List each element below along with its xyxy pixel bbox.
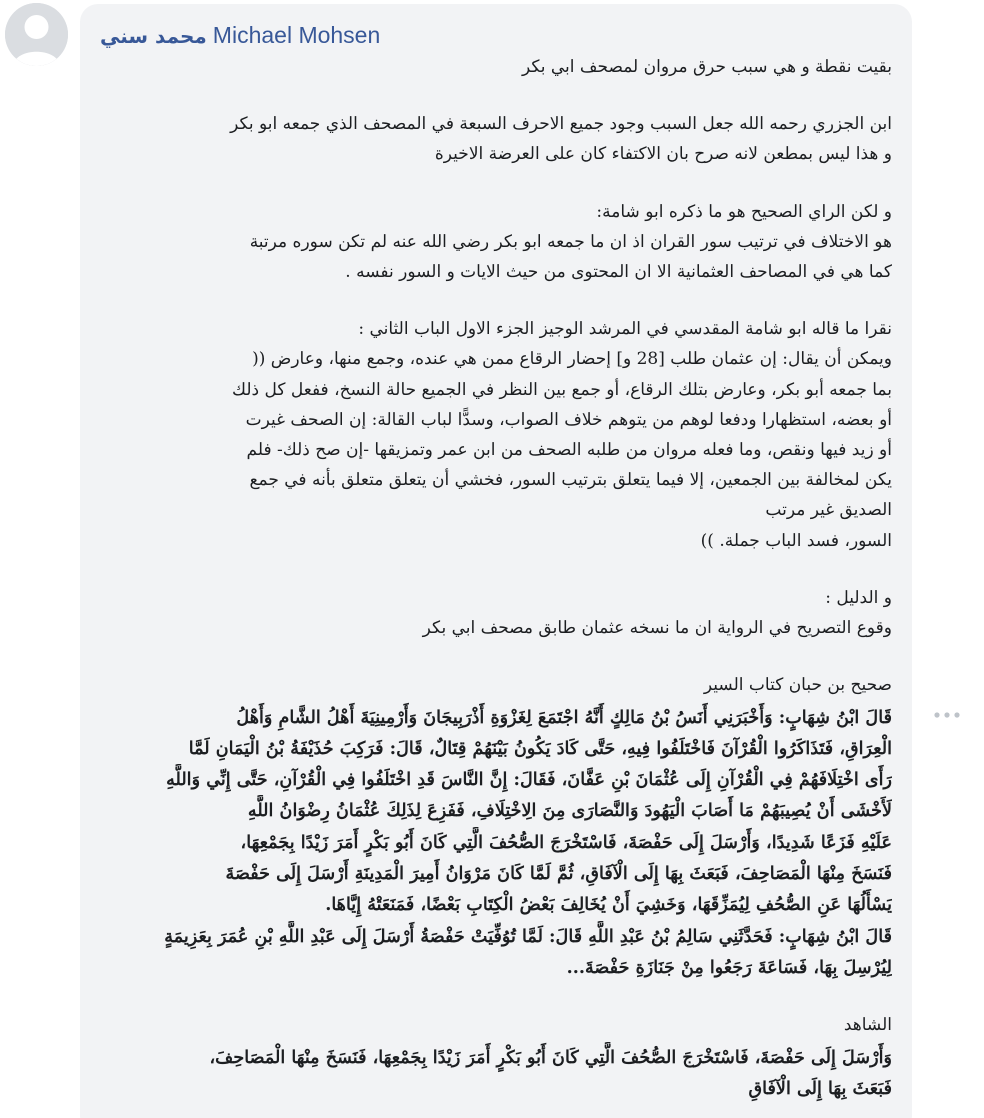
quoted-hadith <box>100 1010 892 1104</box>
text-line: وقوع التصريح في الرواية ان ما نسخه عثمان طابق مصحف ابي بكر <box>422 618 892 639</box>
text-line: يكن لمخالفة بين الجمعين، إلا فيما يتعلق بترتيب السور، فخشي أن يتعلق متعلق بأنه في جمع <box>249 470 892 491</box>
text-line: بقيت نقطة و هي سبب حرق مروان لمصحف ابي بكر <box>521 57 892 77</box>
text-line: رَأَى اخْتِلَافَهُمْ فِي الْقُرْآنِ إِلَى عُثْمَانَ بْنِ عَفَّانَ، فَقَالَ: إِنَّ النَّاسَ قَدِ اخْتَلَفُوا فِي الْقُرْآنِ، حَتَّى إِنِّي وَاللَّهِ <box>166 769 892 791</box>
more-options-icon[interactable] <box>932 705 962 725</box>
text-line: و الدليل : <box>825 587 892 608</box>
text-line: يَسْأَلُهَا عَنِ الصُّحُفِ لِيُمَزِّقَهَا، وَخَشِيَ أَنْ يُخَالِفَ بَعْضُ الْكِتَابِ بَعْضًا، فَمَنَعَتْهُ إِيَّاهَا. <box>325 894 892 916</box>
text-line: بما جمعه أبو بكر، وعارض بتلك الرقاع، أو جمع بين النظر في الجميع حالة النسخ، ففعل كل ذلك <box>232 379 892 400</box>
text-line: و هذا ليس بمطعن لانه صرح بان الاكتفاء كان على العرضة الاخيرة <box>434 144 892 165</box>
text-line: أو زيد فيها ونقص، وما فعله مروان من طلبه الصحف من ابن عمر وتمزيقها -إن صح ذلك- فلم <box>246 440 892 461</box>
author-name-english[interactable]: Michael Mohsen <box>212 22 381 48</box>
text-line: فَنَسَخَ مِنْهَا الْمَصَاحِفَ، فَبَعَثَ بِهَا إِلَى الْآفَاقِ، ثُمَّ لَمَّا كَانَ مَرْوَانُ أَمِيرَ الْمَدِينَةِ أَرْسَلَ إِلَى حَفْصَةَ <box>225 863 892 885</box>
comment-bubble <box>80 4 912 1118</box>
comment-paragraph <box>100 314 892 556</box>
text-line: عَلَيْهِ فَزَعًا شَدِيدًا، وَأَرْسَلَ إِلَى حَفْصَةَ، فَاسْتَخْرَجَ الصُّحُفَ الَّتِي كَانَ أَبُو بَكْرٍ أَمَرَ زَيْدًا بِجَمْعِهَا، <box>240 831 892 853</box>
text-line: الْعِرَاقِ، فَتَذَاكَرُوا الْقُرْآنَ فَاخْتَلَفُوا فِيهِ، حَتَّى كَادَ يَكُونُ بَيْنَهُمْ قِتَالٌ، قَالَ: فَرَكِبَ حُذَيْفَةُ بْنُ الْيَمَانِ لَمَّا <box>188 737 892 759</box>
text-line: و لكن الراي الصحيح هو ما ذكره ابو شامة: <box>596 201 892 222</box>
text-line: السور، فسد الباب جملة. )) <box>700 530 892 551</box>
quoted-hadith <box>100 670 892 983</box>
comment-text <box>100 52 892 1104</box>
text-line: قَالَ ابْنُ شِهَابٍ: فَحَدَّثَنِي سَالِمُ بْنُ عَبْدِ اللَّهِ قَالَ: لَمَّا تُوُفِّيَتْ حَفْصَةُ أَرْسَلَ إِلَى عَبْدِ اللَّهِ بْنِ عُمَرَ بِعَزِيمَةٍ <box>164 925 892 947</box>
comment-paragraph <box>100 197 892 288</box>
text-line: هو الاختلاف في ترتيب سور القران اذ ان ما جمعه ابو بكر رضي الله عنه لم تكن سوره مرتبة <box>249 231 892 252</box>
comment-author[interactable] <box>100 20 892 52</box>
text-line: أو بعضه، استظهارا ودفعا لوهم من يتوهم خلاف الصواب، وسدًّا لباب القالة: إن الصحف غيرت <box>245 409 892 430</box>
comment-paragraph <box>100 583 892 643</box>
text-line: لِيُرْسِلَ بِهَا، فَسَاعَةَ رَجَعُوا مِنْ جَنَازَةِ حَفْصَةَ... <box>566 956 892 978</box>
text-line: كما هي في المصاحف العثمانية الا ان المحتوى من حيث الايات و السور نفسه . <box>345 262 892 283</box>
text-line: فَبَعَثَ بِهَا إِلَى الْآفَاقِ <box>748 1077 892 1099</box>
comment-paragraph <box>100 52 892 82</box>
text-line: ابن الجزري رحمه الله جعل السبب وجود جميع الاحرف السبعة في المصحف الذي جمعه ابو بكر <box>230 114 892 135</box>
text-line: قَالَ ابْنُ شِهَابٍ: وَأَخْبَرَنِي أَنَسُ بْنُ مَالِكٍ أَنَّهُ اجْتَمَعَ لِغَزْوَةِ أَذْرَبِيجَانَ وَأَرْمِينِيَةَ أَهْلُ الشَّامِ وَأَهْلُ <box>236 706 892 728</box>
section-heading: صحيح بن حبان كتاب السير <box>703 675 892 696</box>
text-line: نقرا ما قاله ابو شامة المقدسي في المرشد الوجيز الجزء الاول الباب الثاني : <box>358 319 892 340</box>
avatar[interactable] <box>5 3 68 66</box>
section-heading: الشاهد <box>843 1015 892 1036</box>
default-avatar-icon <box>5 3 68 66</box>
author-name-arabic[interactable]: محمد سني <box>100 24 207 48</box>
text-line: لَأَخْشَى أَنْ يُصِيبَهُمْ مَا أَصَابَ الْيَهُودَ وَالنَّصَارَى مِنَ الِاخْتِلَافِ، فَفَزِعَ لِذَلِكَ عُثْمَانُ رِضْوَانُ اللَّهِ <box>247 800 892 822</box>
text-line: الصديق غير مرتب <box>765 500 892 521</box>
text-line: ويمكن أن يقال: إن عثمان طلب [28 و] إحضار الرقاع ممن هي عنده، وجمع منها، وعارض (( <box>252 349 892 370</box>
comment-paragraph <box>100 109 892 169</box>
text-line: وَأَرْسَلَ إِلَى حَفْصَةَ، فَاسْتَخْرَجَ الصُّحُفَ الَّتِي كَانَ أَبُو بَكْرٍ أَمَرَ زَيْدًا بِجَمْعِهَا، فَنَسَخَ مِنْهَا الْمَصَاحِفَ، <box>209 1046 892 1068</box>
